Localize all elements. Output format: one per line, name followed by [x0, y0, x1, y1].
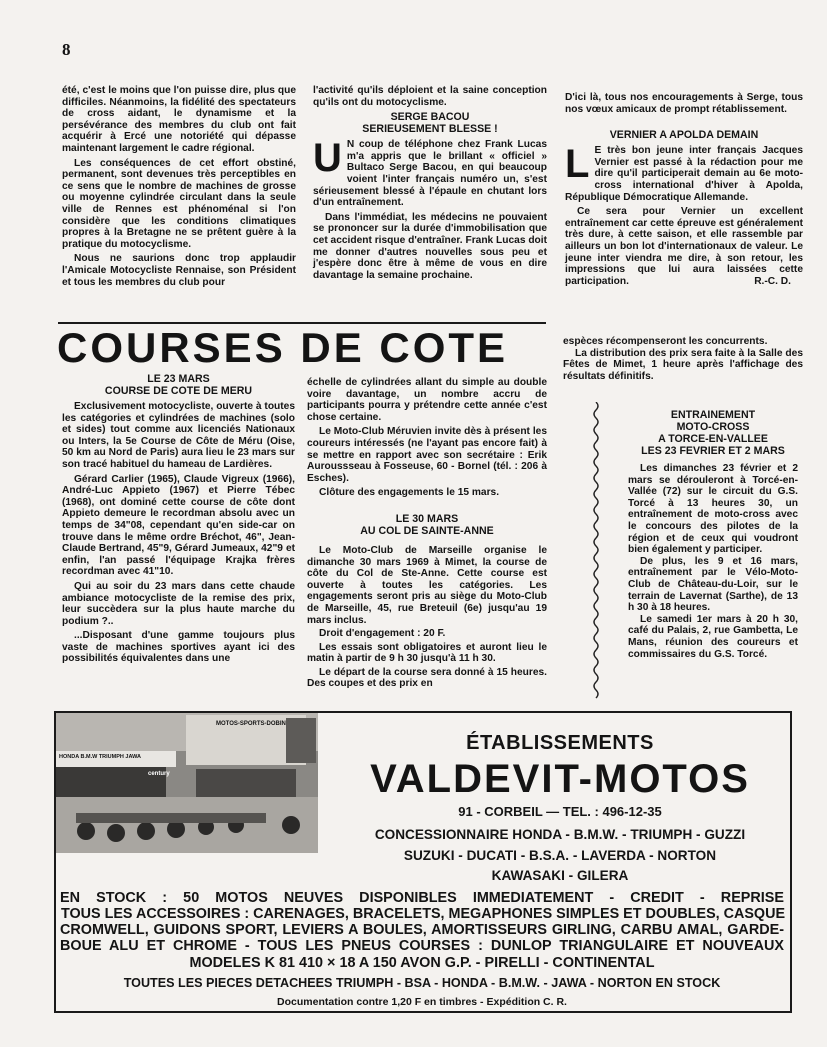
- ad-documentation: Documentation contre 1,20 F en timbres - Expédition C. R.: [277, 996, 567, 1008]
- paragraph: Exclusivement motocycliste, ouverte à toutes les catégories et cylindrées de machines (solo et sides) tout comme aux licenciés Nationaux ou Inters, la 5e Course de Côte de Méru (Oise, 50 km au Nord de Paris) aura lieu le 23 mars sur son tracé habituel du hameau de Lardières.: [62, 401, 295, 470]
- wavy-border-decoration: [591, 402, 601, 702]
- section-heading-line: SERGE BACOU SERIEUSEMENT BLESSE !: [362, 111, 498, 136]
- paragraph: Qui au soir du 23 mars dans cette chaude ambiance motocycliste de la remise des prix, leur succèdera sur la plus haute marche du podium ?..: [62, 580, 295, 627]
- paragraph: La distribution des prix sera faite à la Salle des Fêtes de Mimet, 1 heure après l'affichage des résultats définitifs.: [563, 347, 803, 382]
- paragraph: Le samedi 1er mars à 20 h 30, café du Palais, 2, rue Gambetta, Le Mans, réunion des coureurs et commissaires du G.S. Torcé.: [628, 613, 798, 660]
- section-heading-line: MOTO-CROSS: [676, 421, 750, 433]
- paragraph: [565, 206, 803, 287]
- section-heading-line: ENTRAINEMENT: [670, 409, 756, 421]
- paragraph: Dans l'immédiat, les médecins ne pouvaient se prononcer sur la durée d'immobilisation que cet accident risque d'entraîner. Frank Lucas doit me donner d'autres nouvelles sous peu et j'espère donc être à même de vous en dire davantage la semaine prochaine.: [313, 211, 547, 281]
- paragraph: Clôture des engagements le 15 mars.: [319, 487, 500, 499]
- paragraph: Les dimanches 23 février et 2 mars se dérouleront à Torcé-en-Vallée (72) sur le circuit du G.S. Torcé à 13 heures 30, un entraînement de moto-cross avec le concours des pilotes de la région et de ceux qui voudront bien également y participer.: [628, 463, 798, 556]
- section-heading-bacou: [313, 111, 547, 135]
- paragraph: D'ici là, tous nos encouragements à Serge, tous nos vœux amicaux de prompt rétablissement.: [565, 92, 803, 115]
- paragraph: espèces récompenseront les concurrents.: [563, 336, 768, 347]
- ad-stock-line: CROMWELL, GUIDONS SPORT, LEVIERS A BOULES, AMORTISSEURS GIRLING, CARBU AMAL, GARDE-: [60, 922, 784, 938]
- shop-photo: [56, 713, 318, 853]
- paragraph-text: Ce sera pour Vernier un excellent entraînement car cette épreuve est généralement très dure, à cette saison, et elle rassemble par ailleurs un bon lot d'internationaux de valeur. Le jeune inter viendra me dire, à son retour, les impressions que lui aura laissées cette participation.: [565, 206, 803, 287]
- article-column-torce: [628, 409, 798, 660]
- page-number: 8: [62, 40, 71, 59]
- paragraph: Droit d'engagement : 20 F.: [319, 628, 446, 640]
- article-column-meru: [62, 373, 295, 665]
- paragraph: échelle de cylindrées allant du simple au double voire davantage, un nombre accru de participants pourra y prétendre cette année c'est chose certaine.: [307, 377, 547, 423]
- paragraph: ...Disposant d'une gamme toujours plus vaste de machines sportives ayant ici des possibilités équivalentes dans une: [62, 630, 295, 665]
- ad-brands-line: CONCESSIONNAIRE HONDA - B.M.W. - TRIUMPH - GUZZI: [374, 827, 746, 842]
- paragraph: De plus, les 9 et 16 mars, entraînement par le Vélo-Moto-Club de Château-du-Loir, sur le terrain de Lavernat (Sarthe), de 13 h 30 à 18 heures.: [628, 555, 798, 614]
- section-heading-date: LE 23 MARS: [147, 373, 210, 385]
- drop-cap: U: [313, 136, 342, 181]
- paragraph: [62, 474, 295, 578]
- paragraph-text: cependant qu'en side-car on trouve dans le même ordre Bréchot, 46", Jean-Claude Bertrand, 45"9, Gérard Jumeaux, 42"9 et enfin, l'an passé l'équipage Krajka frères recordman avec 41"10.: [62, 519, 295, 578]
- paragraph: Le Moto-Club de Marseille organise le dimanche 30 mars 1969 à Mimet, la course de côte du Col de Ste-Anne. Cette course est ouverte à toutes les catégories. Les engagements seront pris au siège du Moto-Club de Marseille, 45, rue Breteuil (6e) jusqu'au 19 mars inclus.: [307, 544, 547, 626]
- section-heading-line: A TORCE-EN-VALLEE: [658, 433, 768, 445]
- paragraph: [313, 136, 547, 209]
- drop-cap: L: [565, 142, 590, 187]
- section-heading-date: LE 30 MARS: [395, 512, 459, 525]
- paragraph: Les conséquences de cet effort obstiné, permanent, sont devenues très perceptibles en ce sens que le nombre de machines de grosse ou moyenne cylindrée circulant dans la seule ville de Rennes est phénoménal si l'on considère que les conditions climatiques propres à la Bretagne ne se prêtent guère à la pratique du motocyclisme.: [62, 157, 296, 250]
- paragraph: [565, 142, 803, 203]
- paragraph: l'activité qu'ils déploient et la saine conception qu'ils ont du motocyclisme.: [313, 85, 547, 108]
- section-heading-line: LES 23 FEVRIER ET 2 MARS: [641, 445, 785, 457]
- ad-brands-line: KAWASAKI - GILERA: [491, 868, 629, 883]
- ad-address: 91 - CORBEIL — TEL. : 496-12-35: [458, 804, 662, 819]
- article-column-3: [565, 92, 803, 287]
- ad-parts-line: TOUTES LES PIECES DETACHEES TRIUMPH - BSA - HONDA - B.M.W. - JAWA - NORTON EN STOCK: [123, 976, 721, 990]
- paragraph: Nous ne saurions donc trop applaudir l'Amicale Motocycliste Rennaise, son Président et tous les membres du club pour: [62, 253, 296, 288]
- section-heading-meru: COURSE DE COTE DE MERU: [104, 385, 253, 397]
- ad-stock-line: EN STOCK : 50 MOTOS NEUVES DISPONIBLES IMMEDIATEMENT - CREDIT - REPRISE: [60, 890, 784, 906]
- ad-company-name: VALDEVIT-MOTOS: [370, 757, 750, 801]
- shop-sign: century: [148, 771, 170, 777]
- paragraph-emphasis: dont Appieto demeure le recordman absolu avec un temps de 34"08,: [62, 496, 295, 531]
- shop-sign: MOTOS-SPORTS-DOBIN: [216, 721, 286, 727]
- signature: R.-C. D.: [754, 275, 791, 287]
- section-heading-sainte-anne: AU COL DE SAINTE-ANNE: [360, 524, 494, 537]
- shop-sign: HONDA B.M.W TRIUMPH JAWA: [59, 754, 141, 760]
- paragraph-text: E très bon jeune inter français Jacques Vernier est passé à la rédaction pour me dire qu'il participerait demain au 6e moto-cross international d'hiver à Apolda, République Démocratique Allemande.: [565, 145, 803, 203]
- ad-brands-line: SUZUKI - DUCATI - B.S.A. - LAVERDA - NORTON: [403, 848, 717, 863]
- paragraph: Le départ de la course sera donné à 15 heures. Des coupes et des prix en: [307, 666, 547, 690]
- ad-stock-line: MODELES K 81 410 × 18 A 150 AVON G.P. - PIRELLI - CONTINENTAL: [189, 955, 655, 971]
- ad-stock-line: TOUS LES ACCESSOIRES : CARENAGES, BRACELETS, MEGAPHONES SIMPLES ET DOUBLES, CASQUE: [60, 906, 786, 922]
- paragraph-text: N coup de téléphone chez Frank Lucas m'a appris que le brillant « officiel » Bultaco Serge Bacou, en qui beaucoup voient l'inter français numéro un, s'est sérieusement blessé à l'épaule en chutant lors d'un entraînement.: [313, 139, 547, 209]
- headline-courses-de-cote: COURSES DE COTE: [57, 324, 509, 371]
- article-column-1: [62, 85, 296, 288]
- paragraph: Les essais sont obligatoires et auront lieu le matin à partir de 9 h 30 jusqu'à 11 h 30.: [307, 641, 547, 665]
- article-column-6: [563, 336, 803, 382]
- section-heading-vernier: VERNIER A APOLDA DEMAIN: [609, 129, 759, 142]
- paragraph-text: Gérard Carlier (1965), Claude Vigreux (1966), André-Luc Appieto (1967) et Pierre Tébec (1968), ont dominé cette course de côte: [62, 473, 295, 508]
- article-column-2: [313, 85, 547, 281]
- paragraph: Le Moto-Club Méruvien invite dès à présent les coureurs intéressés (ne l'ayant pas encore fait) à se mettre en rapport avec son secrétaire : Erik Auroussseau à Fosseuse, 60 - Bornel (tél. : 206 à Esches).: [307, 426, 547, 484]
- ad-stock-line: BOUE ALU ET CHROME - TOUS LES PNEUS COURSES : DUNLOP TRIANGULAIRE ET NOUVEAUX: [60, 938, 784, 954]
- ad-establishments: ÉTABLISSEMENTS: [466, 732, 654, 754]
- paragraph: été, c'est le moins que l'on puisse dire, plus que difficiles. Néanmoins, la fidélité des spectateurs de cross aidant, le dynamisme et la persévérance des membres du club ont fait acquérir à Ercé une notoriété qui dépasse maintenant largement le cadre régional.: [62, 85, 296, 154]
- article-column-5: [307, 377, 547, 690]
- shop-photo-illustration: [56, 713, 318, 853]
